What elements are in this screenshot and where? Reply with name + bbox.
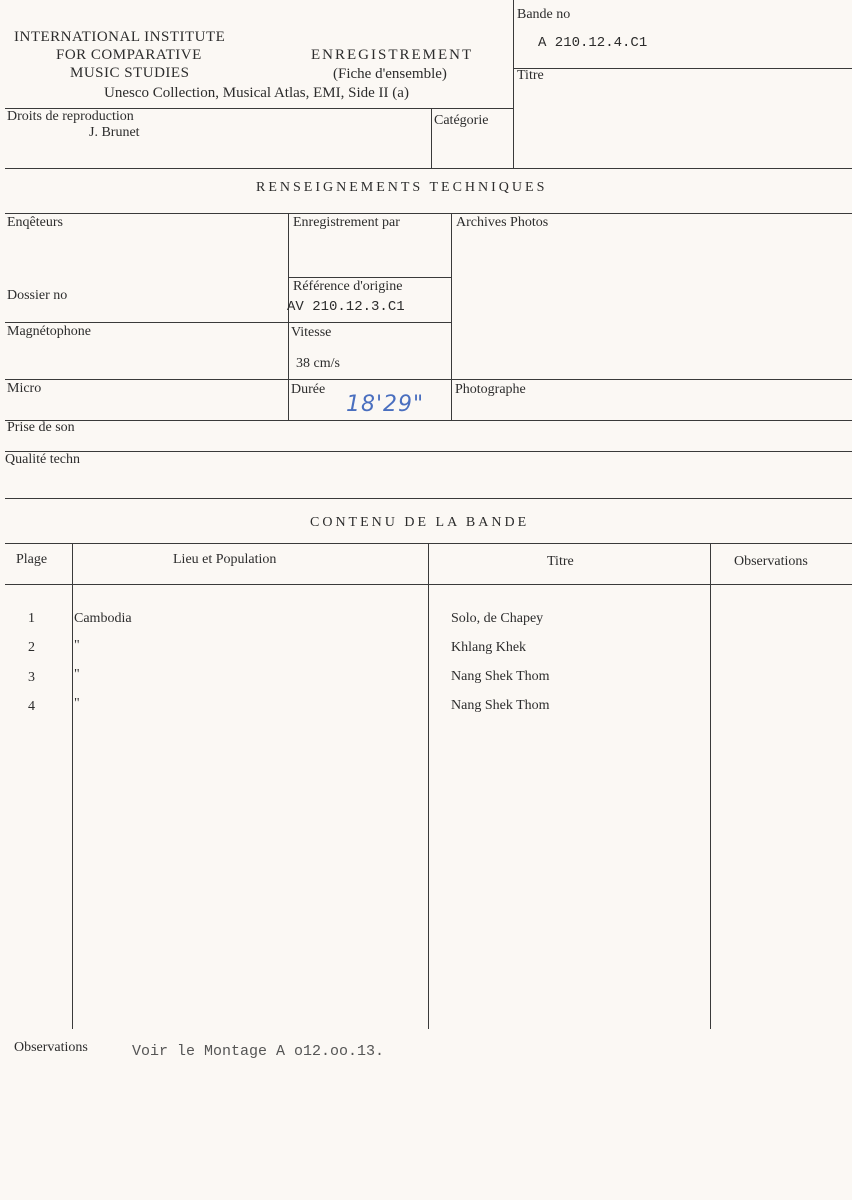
row-lieu: ": [74, 696, 80, 711]
bande-no-label: Bande no: [517, 7, 571, 22]
header-divider: [513, 0, 514, 168]
magnetophone-label: Magnétophone: [7, 324, 91, 339]
institute-name-line1: INTERNATIONAL INSTITUTE: [14, 29, 226, 45]
divider-line: [451, 213, 452, 420]
enregistrement-par-label: Enregistrement par: [293, 215, 400, 230]
divider-line: [5, 322, 451, 323]
row-plage: 3: [28, 670, 35, 685]
row-plage: 4: [28, 699, 35, 714]
column-header-lieu: Lieu et Population: [173, 552, 277, 567]
prise-de-son-label: Prise de son: [7, 420, 75, 435]
row-titre: Solo, de Chapey: [451, 611, 544, 626]
bande-no-value: A 210.12.4.C1: [538, 35, 648, 51]
droits-label: Droits de reproduction: [7, 109, 134, 124]
divider-line: [5, 420, 852, 421]
reference-origine-label: Référence d'origine: [293, 279, 403, 294]
micro-label: Micro: [7, 381, 42, 396]
divider-line: [513, 68, 852, 69]
column-header-titre: Titre: [547, 554, 574, 569]
vitesse-value: 38 cm/s: [296, 356, 340, 371]
row-lieu: Cambodia: [74, 611, 132, 626]
divider-line: [428, 543, 429, 1029]
qualite-techn-label: Qualité techn: [5, 452, 81, 467]
divider-line: [5, 498, 852, 499]
vitesse-label: Vitesse: [291, 325, 332, 340]
titre-label: Titre: [517, 68, 544, 83]
divider-line: [288, 277, 451, 278]
dossier-no-label: Dossier no: [7, 288, 68, 303]
column-header-plage: Plage: [16, 552, 48, 567]
form-title: ENREGISTREMENT: [311, 47, 474, 63]
divider-line: [288, 213, 289, 420]
archives-photos-label: Archives Photos: [456, 215, 549, 230]
row-titre: Nang Shek Thom: [451, 698, 550, 713]
divider-line: [5, 213, 852, 214]
enqueteurs-label: Enqêteurs: [7, 215, 63, 230]
row-lieu: ": [74, 667, 80, 682]
technical-section-title: RENSEIGNEMENTS TECHNIQUES: [256, 180, 548, 195]
row-lieu: ": [74, 638, 80, 653]
divider-line: [710, 543, 711, 1029]
categorie-label: Catégorie: [434, 113, 489, 128]
institute-name-line3: MUSIC STUDIES: [70, 65, 190, 81]
institute-name-line2: FOR COMPARATIVE: [56, 47, 202, 63]
row-plage: 1: [28, 611, 35, 626]
duree-label: Durée: [291, 382, 326, 397]
column-header-observations: Observations: [734, 554, 808, 569]
observations-label: Observations: [14, 1040, 88, 1055]
photographe-label: Photographe: [455, 382, 526, 397]
row-plage: 2: [28, 640, 35, 655]
reference-origine-value: AV 210.12.3.C1: [287, 299, 405, 315]
row-titre: Khlang Khek: [451, 640, 527, 655]
contents-section-title: CONTENU DE LA BANDE: [310, 515, 530, 530]
observations-value: Voir le Montage A o12.oo.13.: [132, 1043, 385, 1060]
row-titre: Nang Shek Thom: [451, 669, 550, 684]
collection-reference: Unesco Collection, Musical Atlas, EMI, Side II (a): [104, 85, 409, 101]
divider-line: [5, 379, 852, 380]
divider-line: [5, 168, 852, 169]
duree-value: 18'29": [346, 392, 425, 417]
divider-line: [431, 108, 432, 168]
divider-line: [72, 543, 73, 1029]
droits-value: J. Brunet: [89, 125, 140, 140]
form-subtitle: (Fiche d'ensemble): [333, 66, 447, 82]
divider-line: [5, 451, 852, 452]
